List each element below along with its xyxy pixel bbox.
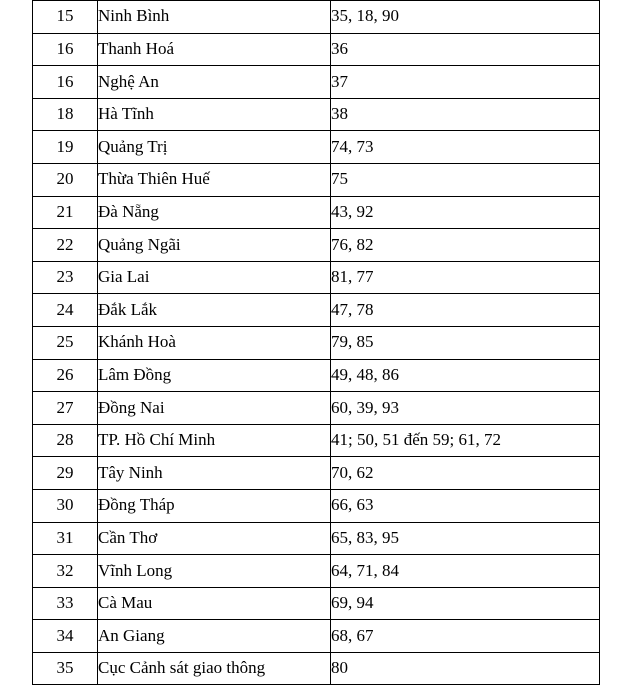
- table-row: [33, 652, 600, 685]
- row-name: Nghệ An: [98, 66, 331, 99]
- row-codes: 60, 39, 93: [331, 392, 600, 425]
- row-name: Đồng Tháp: [98, 489, 331, 522]
- row-name: Khánh Hoà: [98, 326, 331, 359]
- row-name: TP. Hồ Chí Minh: [98, 424, 331, 457]
- table-row: [33, 66, 600, 99]
- row-codes: 65, 83, 95: [331, 522, 600, 555]
- row-index: 15: [33, 1, 98, 34]
- table-row: [33, 489, 600, 522]
- row-index: 19: [33, 131, 98, 164]
- row-index: 25: [33, 326, 98, 359]
- table-row: [33, 522, 600, 555]
- row-index: 34: [33, 620, 98, 653]
- row-index: 16: [33, 66, 98, 99]
- row-name: Đồng Nai: [98, 392, 331, 425]
- row-index: 21: [33, 196, 98, 229]
- table-row: [33, 555, 600, 588]
- table-row: [33, 359, 600, 392]
- table-row: [33, 196, 600, 229]
- row-index: 28: [33, 424, 98, 457]
- row-index: 32: [33, 555, 98, 588]
- row-name: Quảng Ngãi: [98, 229, 331, 262]
- table-row: [33, 392, 600, 425]
- row-index: 18: [33, 98, 98, 131]
- row-codes: 41; 50, 51 đến 59; 61, 72: [331, 424, 600, 457]
- row-codes: 43, 92: [331, 196, 600, 229]
- row-name: Thừa Thiên Huế: [98, 163, 331, 196]
- row-codes: 37: [331, 66, 600, 99]
- row-index: 23: [33, 261, 98, 294]
- row-name: Đà Nẵng: [98, 196, 331, 229]
- row-index: 31: [33, 522, 98, 555]
- province-code-table: [32, 0, 600, 685]
- row-index: 30: [33, 489, 98, 522]
- row-name: An Giang: [98, 620, 331, 653]
- row-codes: 74, 73: [331, 131, 600, 164]
- table-row: [33, 457, 600, 490]
- table-row: [33, 98, 600, 131]
- row-name: Lâm Đồng: [98, 359, 331, 392]
- table-row: [33, 587, 600, 620]
- row-codes: 76, 82: [331, 229, 600, 262]
- row-codes: 70, 62: [331, 457, 600, 490]
- row-codes: 36: [331, 33, 600, 66]
- row-codes: 35, 18, 90: [331, 1, 600, 34]
- row-codes: 69, 94: [331, 587, 600, 620]
- row-name: Đắk Lắk: [98, 294, 331, 327]
- row-codes: 68, 67: [331, 620, 600, 653]
- row-name: Gia Lai: [98, 261, 331, 294]
- table-row: [33, 229, 600, 262]
- row-name: Ninh Bình: [98, 1, 331, 34]
- table-row: [33, 294, 600, 327]
- row-codes: 47, 78: [331, 294, 600, 327]
- row-codes: 80: [331, 652, 600, 685]
- row-name: Tây Ninh: [98, 457, 331, 490]
- row-name: Cà Mau: [98, 587, 331, 620]
- row-name: Hà Tĩnh: [98, 98, 331, 131]
- row-name: Quảng Trị: [98, 131, 331, 164]
- row-codes: 79, 85: [331, 326, 600, 359]
- row-codes: 38: [331, 98, 600, 131]
- table-row: [33, 424, 600, 457]
- row-index: 27: [33, 392, 98, 425]
- row-index: 29: [33, 457, 98, 490]
- row-name: Cục Cảnh sát giao thông: [98, 652, 331, 685]
- row-index: 16: [33, 33, 98, 66]
- table-row: [33, 326, 600, 359]
- row-name: Thanh Hoá: [98, 33, 331, 66]
- row-index: 24: [33, 294, 98, 327]
- row-name: Cần Thơ: [98, 522, 331, 555]
- row-index: 33: [33, 587, 98, 620]
- row-index: 35: [33, 652, 98, 685]
- table-row: [33, 163, 600, 196]
- row-name: Vĩnh Long: [98, 555, 331, 588]
- table-row: [33, 33, 600, 66]
- row-codes: 75: [331, 163, 600, 196]
- table-row: [33, 261, 600, 294]
- row-index: 20: [33, 163, 98, 196]
- row-index: 22: [33, 229, 98, 262]
- row-codes: 49, 48, 86: [331, 359, 600, 392]
- table-body: [33, 1, 600, 685]
- row-codes: 66, 63: [331, 489, 600, 522]
- table-row: [33, 620, 600, 653]
- table-row: [33, 131, 600, 164]
- row-codes: 81, 77: [331, 261, 600, 294]
- table-row: [33, 1, 600, 34]
- row-index: 26: [33, 359, 98, 392]
- row-codes: 64, 71, 84: [331, 555, 600, 588]
